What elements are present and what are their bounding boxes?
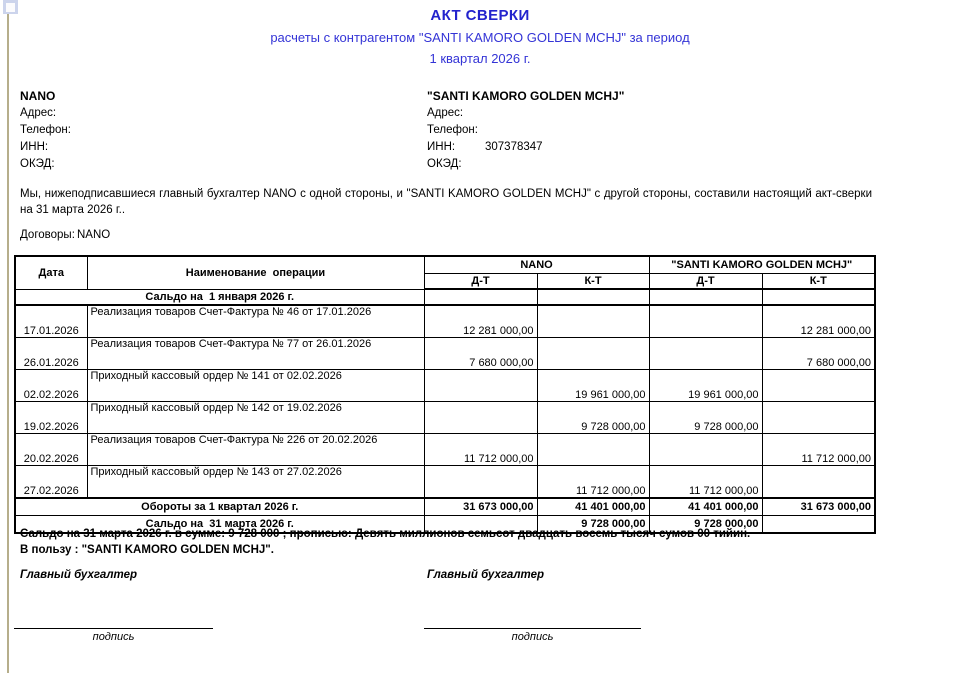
row-date: 26.01.2026 xyxy=(15,338,87,370)
inn-label: ИНН: xyxy=(20,141,49,153)
document-title: АКТ СВЕРКИ xyxy=(430,7,530,24)
turnover-totals-row xyxy=(15,498,875,516)
address-label: Адрес: xyxy=(20,107,57,119)
row-operation: Реализация товаров Счет-Фактура № 226 от 20.02.2026 xyxy=(87,434,424,466)
row-date: 17.01.2026 xyxy=(15,305,87,338)
oked-label: ОКЭД: xyxy=(20,158,55,170)
row-operation: Реализация товаров Счет-Фактура № 46 от 17.01.2026 xyxy=(87,305,424,338)
col-group-santi: "SANTI KAMORO GOLDEN MCHJ" xyxy=(649,256,875,274)
table-row xyxy=(15,402,875,434)
document-subtitle-line2: 1 квартал 2026 г. xyxy=(429,51,531,66)
page-margin-guide xyxy=(7,14,9,673)
row-nano-credit: 9 728 000,00 xyxy=(537,402,649,434)
party-left-phone-row xyxy=(20,122,400,139)
party-right-oked-row xyxy=(427,156,847,173)
turnover-nano-debit: 31 673 000,00 xyxy=(424,498,537,516)
summary-line2: В пользу : "SANTI KAMORO GOLDEN MCHJ". xyxy=(20,543,274,556)
party-left-inn-row xyxy=(20,139,400,156)
turnover-nano-credit: 41 401 000,00 xyxy=(537,498,649,516)
row-date: 27.02.2026 xyxy=(15,466,87,499)
row-date: 02.02.2026 xyxy=(15,370,87,402)
phone-label: Телефон: xyxy=(20,124,71,136)
signature-caption-left: подпись xyxy=(92,631,135,643)
row-santi-debit: 9 728 000,00 xyxy=(649,402,762,434)
party-block-left xyxy=(20,88,400,173)
oked-label: ОКЭД: xyxy=(427,158,462,170)
col-header-operation: Наименование операции xyxy=(87,256,424,289)
row-date: 20.02.2026 xyxy=(15,434,87,466)
col-header-date: Дата xyxy=(15,256,87,289)
address-label: Адрес: xyxy=(427,107,464,119)
row-nano-credit xyxy=(537,338,649,370)
row-santi-credit xyxy=(762,370,875,402)
row-nano-debit xyxy=(424,466,537,499)
row-santi-debit xyxy=(649,434,762,466)
summary-line1: Сальдо на 31 марта 2026 г. в сумме: 9 728 000 ; прописью: Девять миллионов семьсот двадцать восемь тысяч сумов 00 тийин. xyxy=(20,528,751,540)
contracts-value: NANO xyxy=(77,229,111,241)
row-date: 19.02.2026 xyxy=(15,402,87,434)
row-nano-debit xyxy=(424,402,537,434)
party-left-oked-row xyxy=(20,156,400,173)
phone-label: Телефон: xyxy=(427,124,478,136)
row-nano-debit: 7 680 000,00 xyxy=(424,338,537,370)
row-santi-debit: 11 712 000,00 xyxy=(649,466,762,499)
chief-accountant-label-left: Главный бухгалтер xyxy=(20,569,138,581)
turnover-santi-credit: 31 673 000,00 xyxy=(762,498,875,516)
row-santi-debit xyxy=(649,305,762,338)
row-nano-debit: 12 281 000,00 xyxy=(424,305,537,338)
row-operation: Реализация товаров Счет-Фактура № 77 от 26.01.2026 xyxy=(87,338,424,370)
closing-santi-debit: 9 728 000,00 xyxy=(649,516,762,534)
signature-caption-right: подпись xyxy=(511,631,554,643)
col-header-nano-debit: Д-Т xyxy=(424,274,537,290)
party-right-inn-row xyxy=(427,139,847,156)
party-block-right xyxy=(427,88,847,173)
row-nano-debit xyxy=(424,370,537,402)
opening-balance-label: Сальдо на 1 января 2026 г. xyxy=(15,289,424,305)
opening-santi-debit xyxy=(649,289,762,305)
turnover-santi-debit: 41 401 000,00 xyxy=(649,498,762,516)
row-operation: Приходный кассовый ордер № 141 от 02.02.2026 xyxy=(87,370,424,402)
table-row xyxy=(15,370,875,402)
col-header-nano-credit: К-Т xyxy=(537,274,649,290)
row-santi-credit: 11 712 000,00 xyxy=(762,434,875,466)
party-left-name: NANO xyxy=(20,89,56,103)
party-right-phone-row xyxy=(427,122,847,139)
party-left-address-row xyxy=(20,105,400,122)
row-nano-credit xyxy=(537,434,649,466)
signature-line-right xyxy=(424,628,641,629)
summary-block xyxy=(20,527,932,558)
opening-nano-debit xyxy=(424,289,537,305)
col-group-nano: NANO xyxy=(424,256,649,274)
party-right-name: "SANTI KAMORO GOLDEN MCHJ" xyxy=(427,89,625,103)
row-santi-credit xyxy=(762,466,875,499)
inn-label: ИНН: xyxy=(427,141,456,153)
reconciliation-table xyxy=(14,255,876,534)
opening-santi-credit xyxy=(762,289,875,305)
document-subtitle-line1: расчеты с контрагентом "SANTI KAMORO GOLDEN MCHJ" за период xyxy=(270,30,690,45)
row-santi-credit xyxy=(762,402,875,434)
table-row xyxy=(15,338,875,370)
table-row xyxy=(15,305,875,338)
row-santi-debit: 19 961 000,00 xyxy=(649,370,762,402)
inn-value: 307378347 xyxy=(485,141,543,153)
chief-accountant-label-right: Главный бухгалтер xyxy=(427,569,545,581)
row-santi-credit: 7 680 000,00 xyxy=(762,338,875,370)
contracts-row xyxy=(20,229,110,241)
col-header-santi-credit: К-Т xyxy=(762,274,875,290)
document-header xyxy=(10,7,950,67)
signature-line-left xyxy=(14,628,213,629)
opening-balance-row xyxy=(15,289,875,305)
row-santi-debit xyxy=(649,338,762,370)
opening-nano-credit xyxy=(537,289,649,305)
party-right-address-row xyxy=(427,105,847,122)
row-nano-credit: 19 961 000,00 xyxy=(537,370,649,402)
closing-balance-label: Сальдо на 31 марта 2026 г. xyxy=(15,516,424,534)
preamble-text: Мы, нижеподписавшиеся главный бухгалтер NANO с одной стороны, и "SANTI KAMORO GOLDEN MCHJ" с другой стороны, составили настоящий акт-сверки на 31 марта 2026 г.. xyxy=(20,188,872,216)
row-santi-credit: 12 281 000,00 xyxy=(762,305,875,338)
closing-nano-credit: 9 728 000,00 xyxy=(537,516,649,534)
turnover-label: Обороты за 1 квартал 2026 г. xyxy=(15,498,424,516)
row-nano-credit xyxy=(537,305,649,338)
col-header-santi-debit: Д-Т xyxy=(649,274,762,290)
row-operation: Приходный кассовый ордер № 143 от 27.02.2026 xyxy=(87,466,424,499)
row-nano-credit: 11 712 000,00 xyxy=(537,466,649,499)
table-row xyxy=(15,466,875,499)
row-operation: Приходный кассовый ордер № 142 от 19.02.2026 xyxy=(87,402,424,434)
contracts-label: Договоры: xyxy=(20,229,75,241)
table-header-row-groups xyxy=(15,256,875,274)
table-row xyxy=(15,434,875,466)
row-nano-debit: 11 712 000,00 xyxy=(424,434,537,466)
